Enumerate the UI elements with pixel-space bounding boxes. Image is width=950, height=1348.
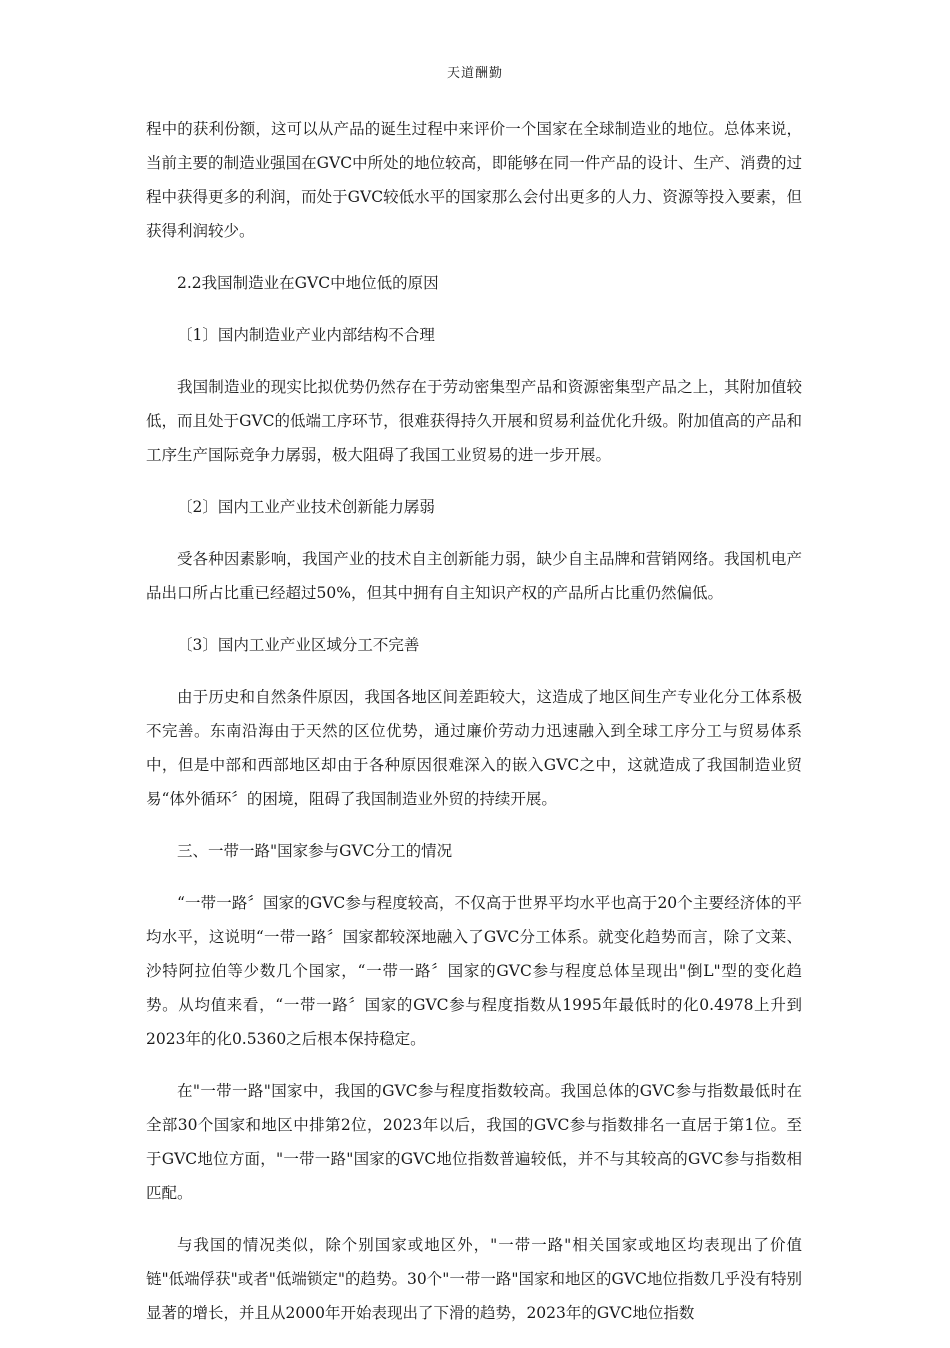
paragraph-continuation: 程中的获利份额，这可以从产品的诞生过程中来评价一个国家在全球制造业的地位。总体来说，当前主要的制造业强国在GVC中所处的地位较高，即能够在同一件产品的设计、生产、消费的过程中获得更多的利润，而处于GVC较低水平的国家那么会付出更多的人力、资源等投入要素，但获得利润较少。 [146,120,802,240]
subheading-3: 〔3〕国内工业产业区域分工不完善 [177,636,420,654]
paragraph: 由于历史和自然条件原因，我国各地区间差距较大，这造成了地区间生产专业化分工体系极不完善。东南沿海由于天然的区位优势，通过廉价劳动力迅速融入到全球工序分工与贸易体系中，但是中部和西部地区却由于各种原因很难深入的嵌入GVC之中，这就造成了我国制造业贸易“体外循环〞的困境，阻碍了我国制造业外贸的持续开展。 [146,688,802,808]
paragraph: “一带一路〞国家的GVC参与程度较高，不仅高于世界平均水平也高于20个主要经济体的平均水平，这说明“一带一路〞国家都较深地融入了GVC分工体系。就变化趋势而言，除了文莱、沙特阿拉伯等少数几个国家，“一带一路〞国家的GVC参与程度总体呈现出"倒L"型的变化趋势。从均值来看，“一带一路〞国家的GVC参与程度指数从1995年最低时的化0.4978上升到2023年的化0.5360之后根本保持稳定。 [146,894,802,1048]
section-heading-3: 三、一带一路"国家参与GVC分工的情况 [177,842,453,860]
paragraph: 我国制造业的现实比拟优势仍然存在于劳动密集型产品和资源密集型产品之上，其附加值较低，而且处于GVC的低端工序环节，很难获得持久开展和贸易利益优化升级。附加值高的产品和工序生产国际竞争力孱弱，极大阻碍了我国工业贸易的进一步开展。 [146,378,802,464]
paragraph: 在"一带一路"国家中，我国的GVC参与程度指数较高。我国总体的GVC参与指数最低时在全部30个国家和地区中排第2位，2023年以后，我国的GVC参与指数排名一直居于第1位。至于GVC地位方面，"一带一路"国家的GVC地位指数普遍较低，并不与其较高的GVC参与指数相匹配。 [146,1082,802,1202]
paragraph: 受各种因素影响，我国产业的技术自主创新能力弱，缺少自主品牌和营销网络。我国机电产品出口所占比重已经超过50%，但其中拥有自主知识产权的产品所占比重仍然偏低。 [146,550,802,602]
subheading-2: 〔2〕国内工业产业技术创新能力孱弱 [177,498,435,516]
section-heading-2-2: 2.2我国制造业在GVC中地位低的原因 [177,274,439,292]
paragraph: 与我国的情况类似，除个别国家或地区外，"一带一路"相关国家或地区均表现出了价值链"低端俘获"或者"低端锁定"的趋势。30个"一带一路"国家和地区的GVC地位指数几乎没有特别显著的增长，并且从2000年开始表现出了下滑的趋势，2023年的GVC地位指数 [146,1236,802,1322]
page-header: 天道酬勤 [446,66,503,81]
document-body [146,112,802,1348]
subheading-1: 〔1〕国内制造业产业内部结构不合理 [177,326,435,344]
